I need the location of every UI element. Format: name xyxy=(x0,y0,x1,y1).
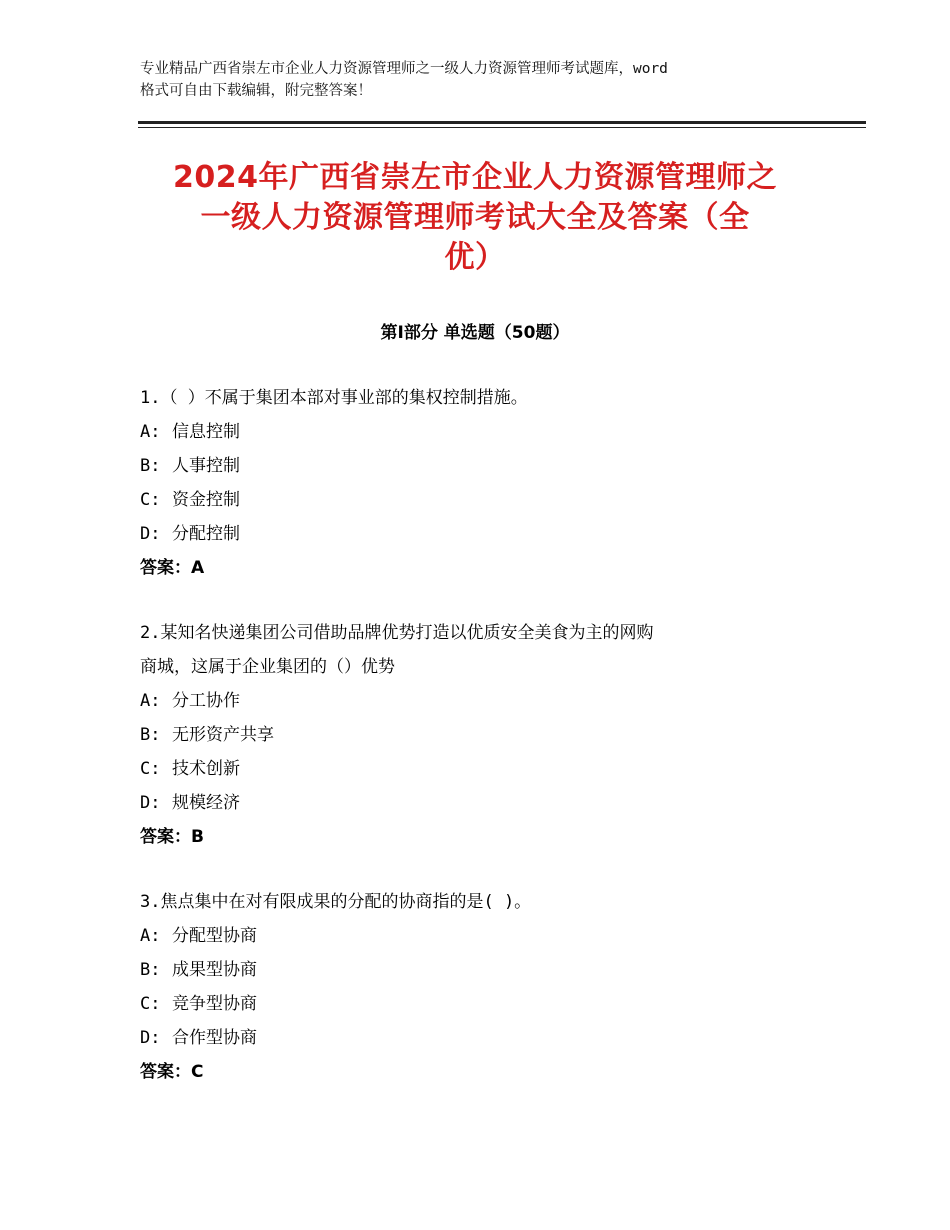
option-text: 分配控制 xyxy=(172,524,240,544)
option-letter: A: xyxy=(140,691,161,711)
question-list xyxy=(140,381,820,1120)
option-letter: B: xyxy=(140,456,161,476)
question xyxy=(140,616,820,854)
answer: 答案：B xyxy=(140,827,204,847)
header-note-line: 专业精品广西省崇左市企业人力资源管理师之一级人力资源管理师考试题库，word xyxy=(140,61,668,77)
option-letter: D: xyxy=(140,1028,161,1048)
option-c xyxy=(140,987,820,1021)
option-text: 技术创新 xyxy=(172,759,240,779)
option-c xyxy=(140,752,820,786)
option-a xyxy=(140,919,820,953)
option-b xyxy=(140,718,820,752)
option-b xyxy=(140,953,820,987)
option-d xyxy=(140,786,820,820)
section-heading: 第Ⅰ部分 单选题（50题） xyxy=(380,323,570,343)
title-line: 2024年广西省崇左市企业人力资源管理师之 xyxy=(173,160,777,195)
option-letter: B: xyxy=(140,725,161,745)
option-letter: B: xyxy=(140,960,161,980)
title-line: 一级人力资源管理师考试大全及答案（全 xyxy=(200,200,750,235)
option-text: 成果型协商 xyxy=(172,960,257,980)
option-letter: A: xyxy=(140,422,161,442)
title-line: 优） xyxy=(444,240,506,275)
option-text: 分工协作 xyxy=(172,691,240,711)
option-a xyxy=(140,415,820,449)
option-letter: D: xyxy=(140,793,161,813)
option-b xyxy=(140,449,820,483)
option-letter: C: xyxy=(140,994,161,1014)
option-text: 人事控制 xyxy=(172,456,240,476)
header-note xyxy=(140,58,820,102)
option-d xyxy=(140,517,820,551)
option-text: 分配型协商 xyxy=(172,926,257,946)
option-text: 竞争型协商 xyxy=(172,994,257,1014)
header-note-line: 格式可自由下载编辑，附完整答案！ xyxy=(140,83,372,99)
option-letter: D: xyxy=(140,524,161,544)
question-stem: 3.焦点集中在对有限成果的分配的协商指的是( )。 xyxy=(140,892,532,912)
question xyxy=(140,381,820,585)
option-text: 合作型协商 xyxy=(172,1028,257,1048)
option-text: 规模经济 xyxy=(172,793,240,813)
option-c xyxy=(140,483,820,517)
option-text: 资金控制 xyxy=(172,490,240,510)
option-text: 无形资产共享 xyxy=(172,725,274,745)
option-a xyxy=(140,684,820,718)
question-stem: 1.（ ）不属于集团本部对事业部的集权控制措施。 xyxy=(140,388,528,408)
option-letter: C: xyxy=(140,759,161,779)
answer: 答案：C xyxy=(140,1062,204,1082)
header-divider xyxy=(138,121,866,128)
question-stem: 商城，这属于企业集团的（）优势 xyxy=(140,657,395,677)
option-letter: A: xyxy=(140,926,161,946)
option-text: 信息控制 xyxy=(172,422,240,442)
question-stem: 2.某知名快递集团公司借助品牌优势打造以优质安全美食为主的网购 xyxy=(140,623,654,643)
option-letter: C: xyxy=(140,490,161,510)
answer: 答案：A xyxy=(140,558,205,578)
document-title xyxy=(100,158,850,278)
option-d xyxy=(140,1021,820,1055)
question xyxy=(140,885,820,1089)
